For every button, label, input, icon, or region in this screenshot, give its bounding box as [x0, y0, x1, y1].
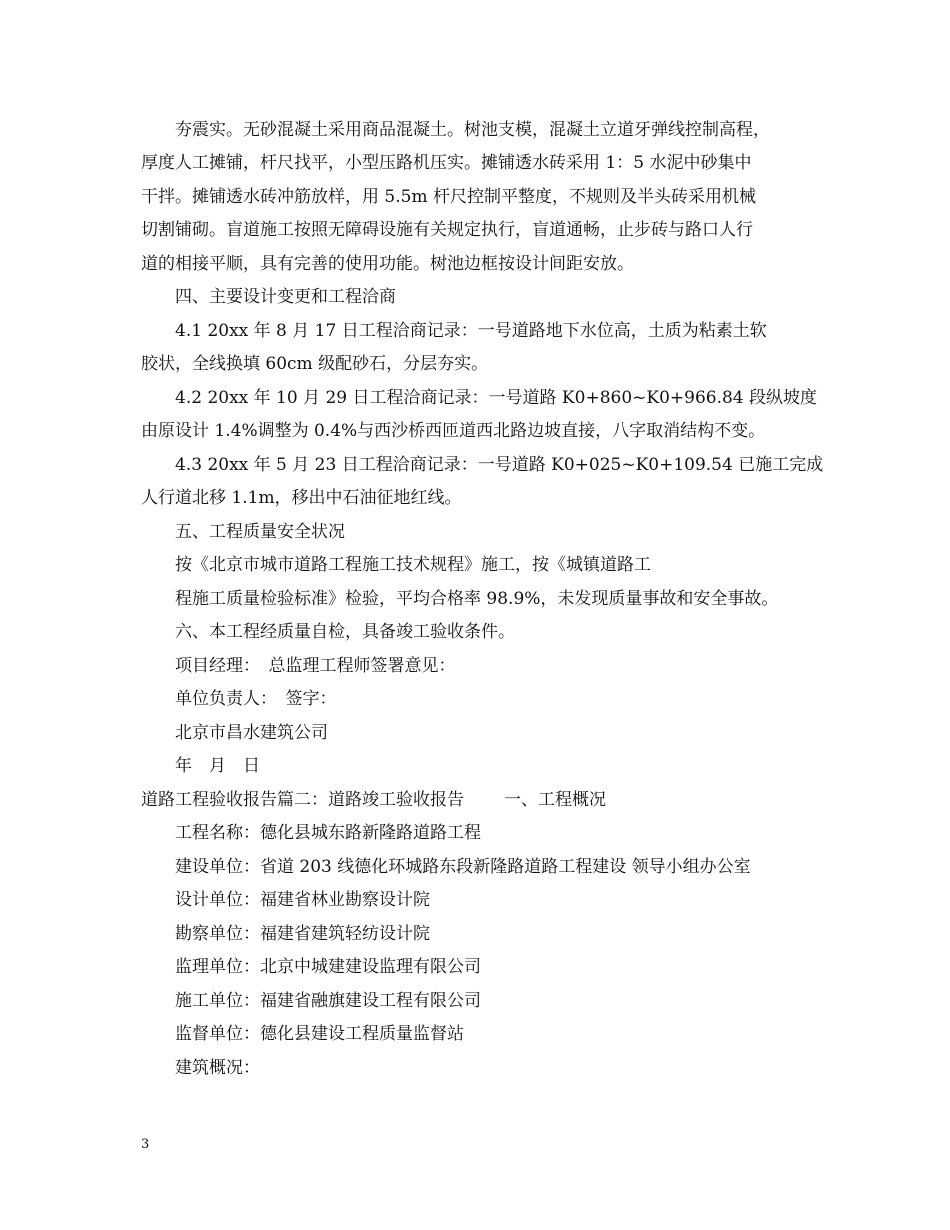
- paragraph-line: 4.3 20xx 年 5 月 23 日工程洽商记录：一号道路 K0+025~K0+109.54 已施工完成: [175, 455, 824, 475]
- paragraph-line: 人行道北移 1.1m，移出中石油征地红线。: [141, 488, 462, 508]
- section-heading: 四、主要设计变更和工程洽商: [175, 287, 396, 307]
- info-line: 监督单位：德化县建设工程质量监督站: [175, 1024, 464, 1044]
- info-line: 勘察单位：福建省建筑轻纺设计院: [175, 924, 430, 944]
- section-heading: 一、工程概况: [504, 790, 606, 810]
- section-heading: 五、工程质量安全状况: [175, 522, 345, 542]
- paragraph-line: 4.2 20xx 年 10 月 29 日工程洽商记录：一号道路 K0+860~K0+966.84 段纵坡度: [175, 388, 818, 408]
- info-line: 工程名称：德化县城东路新隆路道路工程: [175, 823, 481, 843]
- info-line: 施工单位：福建省融旗建设工程有限公司: [175, 991, 481, 1011]
- signature-line: 项目经理： 总监理工程师签署意见：: [175, 656, 456, 676]
- date-line: 年 月 日: [175, 756, 260, 776]
- signature-line: 单位负责人： 签字：: [175, 689, 337, 709]
- paragraph-line: 干拌。摊铺透水砖冲筋放样，用 5.5m 杆尺控制平整度，不规则及半头砖采用机械: [141, 187, 756, 207]
- section-heading: 六、本工程经质量自检，具备竣工验收条件。: [175, 622, 515, 642]
- paragraph-line: 夯震实。无砂混凝土采用商品混凝土。树池支模，混凝土立道牙弹线控制高程，: [175, 120, 770, 140]
- info-line: 设计单位：福建省林业勘察设计院: [175, 890, 430, 910]
- info-line: 建设单位：省道 203 线德化环城路东段新隆路道路工程建设 领导小组办公室: [175, 857, 751, 877]
- page-number: 3: [141, 1137, 150, 1152]
- paragraph-line: 胶状，全线换填 60cm 级配砂石，分层夯实。: [141, 354, 489, 374]
- info-line: 监理单位：北京中城建建设监理有限公司: [175, 957, 481, 977]
- company-name: 北京市昌水建筑公司: [175, 723, 328, 743]
- paragraph-line: 由原设计 1.4%调整为 0.4%与西沙桥西匝道西北路边坡直接，八字取消结构不变。: [141, 421, 766, 441]
- paragraph-line: 按《北京市城市道路工程施工技术规程》施工，按《城镇道路工: [175, 555, 651, 575]
- paragraph-line: 切割铺砌。盲道施工按照无障碍设施有关规定执行，盲道通畅，止步砖与路口人行: [141, 220, 753, 240]
- paragraph-line: 程施工质量检验标准》检验，平均合格率 98.9%，未发现质量事故和安全事故。: [175, 589, 779, 609]
- info-line: 建筑概况：: [175, 1058, 260, 1078]
- paragraph-line: 道的相接平顺，具有完善的使用功能。树池边框按设计间距安放。: [141, 254, 634, 274]
- article-title-line: [141, 788, 606, 812]
- paragraph-line: 4.1 20xx 年 8 月 17 日工程洽商记录：一号道路地下水位高，土质为粘素土软: [175, 321, 767, 341]
- article-title: 道路工程验收报告篇二：道路竣工验收报告: [141, 790, 464, 810]
- paragraph-line: 厚度人工摊铺，杆尺找平，小型压路机压实。摊铺透水砖采用 1：5 水泥中砂集中: [141, 153, 752, 173]
